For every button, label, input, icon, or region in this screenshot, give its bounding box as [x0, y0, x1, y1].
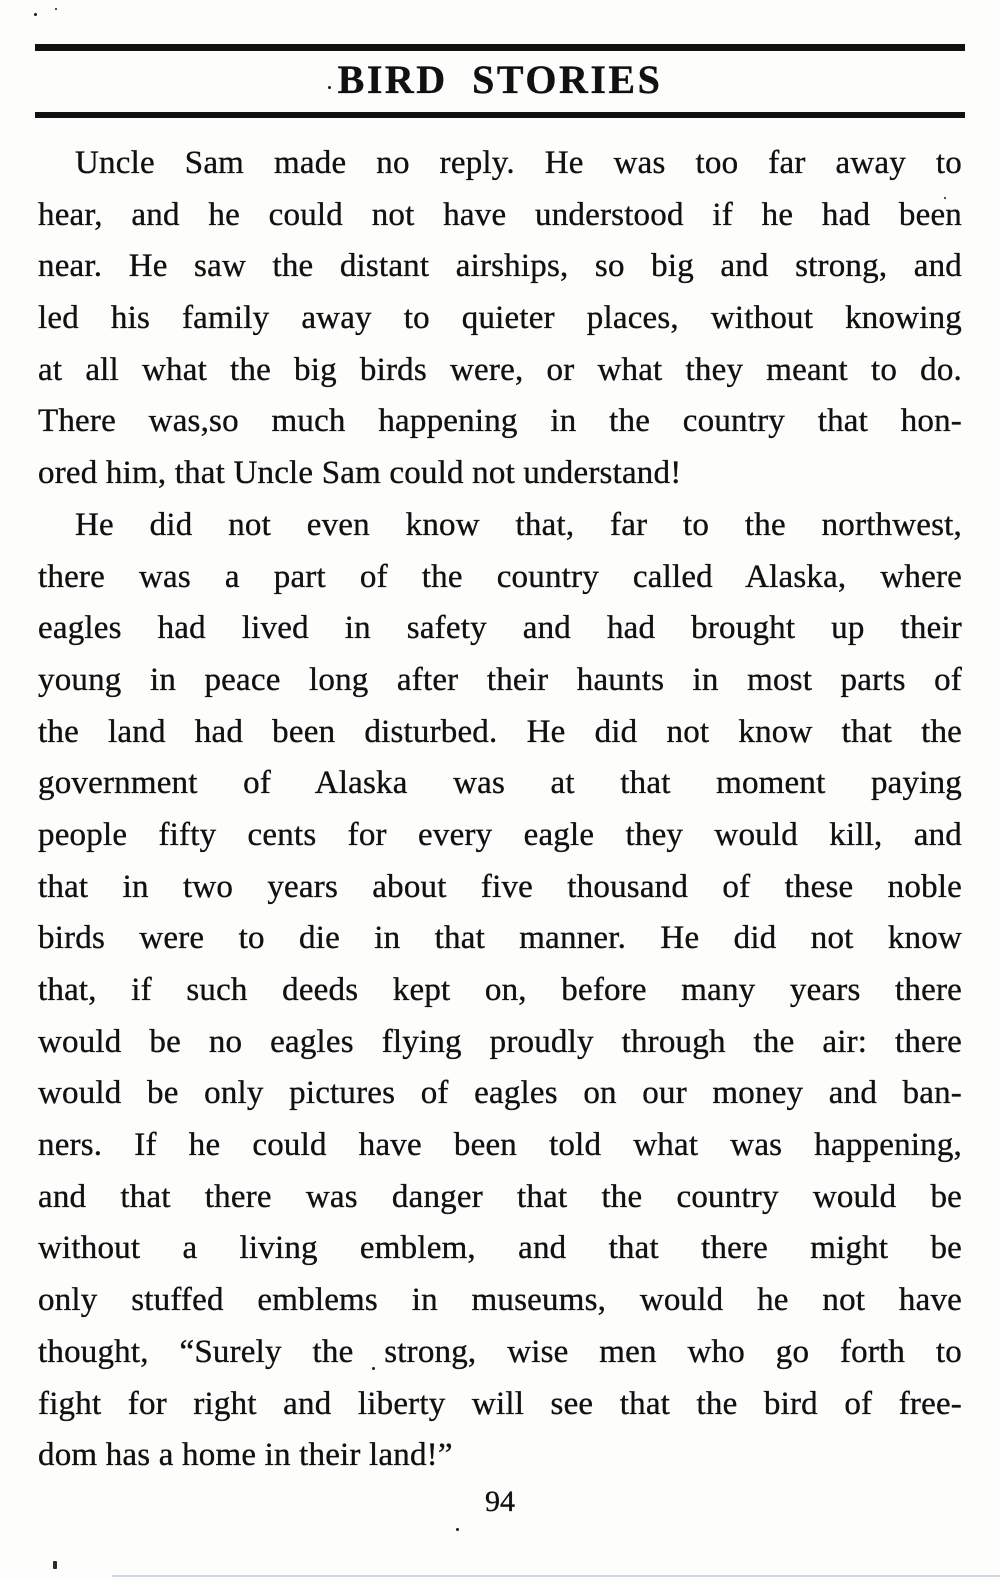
scan-speck — [34, 13, 37, 16]
text-line: and that there was danger that the country would be — [38, 1178, 962, 1215]
text-line: young in peace long after their haunts in most parts of — [38, 661, 962, 698]
text-line: the land had been disturbed. He did not know that the — [38, 713, 962, 750]
text-line: He did not even know that, far to the northwest, — [75, 506, 962, 543]
text-line: people fifty cents for every eagle they would kill, and — [38, 816, 962, 853]
text-line: led his family away to quieter places, without knowing — [38, 300, 962, 337]
text-line: that in two years about five thousand of these noble — [38, 868, 962, 905]
text-line: without a living emblem, and that there might be — [38, 1230, 962, 1267]
text-line: eagles had lived in safety and had brought up their — [38, 610, 962, 647]
text-line: there was a part of the country called Alaska, where — [38, 558, 962, 595]
paragraph — [38, 500, 962, 1482]
text-line: would be no eagles flying proudly through the air: there — [38, 1023, 962, 1060]
text-line: near. He saw the distant airships, so big and strong, and — [38, 248, 962, 285]
text-line: dom has a home in their land!” — [38, 1437, 453, 1474]
text-line: ored him, that Uncle Sam could not understand! — [38, 455, 682, 492]
text-line: that, if such deeds kept on, before many years there — [38, 972, 962, 1008]
scan-speck — [53, 1561, 57, 1569]
header-rule-top — [35, 44, 965, 51]
text-line: fight for right and liberty will see that the bird of free- — [38, 1385, 962, 1422]
text-line: ners. If he could have been told what was happening, — [38, 1127, 962, 1164]
text-line: thought, “Surely the strong, wise men who go forth to — [38, 1333, 962, 1370]
text-line: Uncle Sam made no reply. He was too far away to — [75, 145, 962, 181]
page-number: 94 — [485, 1485, 515, 1518]
page-edge-line — [112, 1575, 1000, 1577]
text-line: There was,so much happening in the country that hon- — [38, 403, 962, 440]
text-line: at all what the big birds were, or what they meant to do. — [38, 351, 962, 388]
scan-speck — [55, 8, 57, 10]
text-line: hear, and he could not have understood if he had been — [38, 196, 962, 233]
text-line: only stuffed emblems in museums, would he not have — [38, 1282, 962, 1319]
scan-speck — [456, 1528, 459, 1531]
text-line: government of Alaska was at that moment paying — [38, 765, 962, 802]
body-text — [38, 138, 962, 1482]
header-rule-bottom — [35, 112, 965, 118]
text-line: would be only pictures of eagles on our money and ban- — [38, 1075, 962, 1112]
page-title: BIRD STORIES — [337, 57, 663, 102]
paragraph — [38, 138, 962, 500]
text-line: birds were to die in that manner. He did not know — [38, 920, 962, 957]
